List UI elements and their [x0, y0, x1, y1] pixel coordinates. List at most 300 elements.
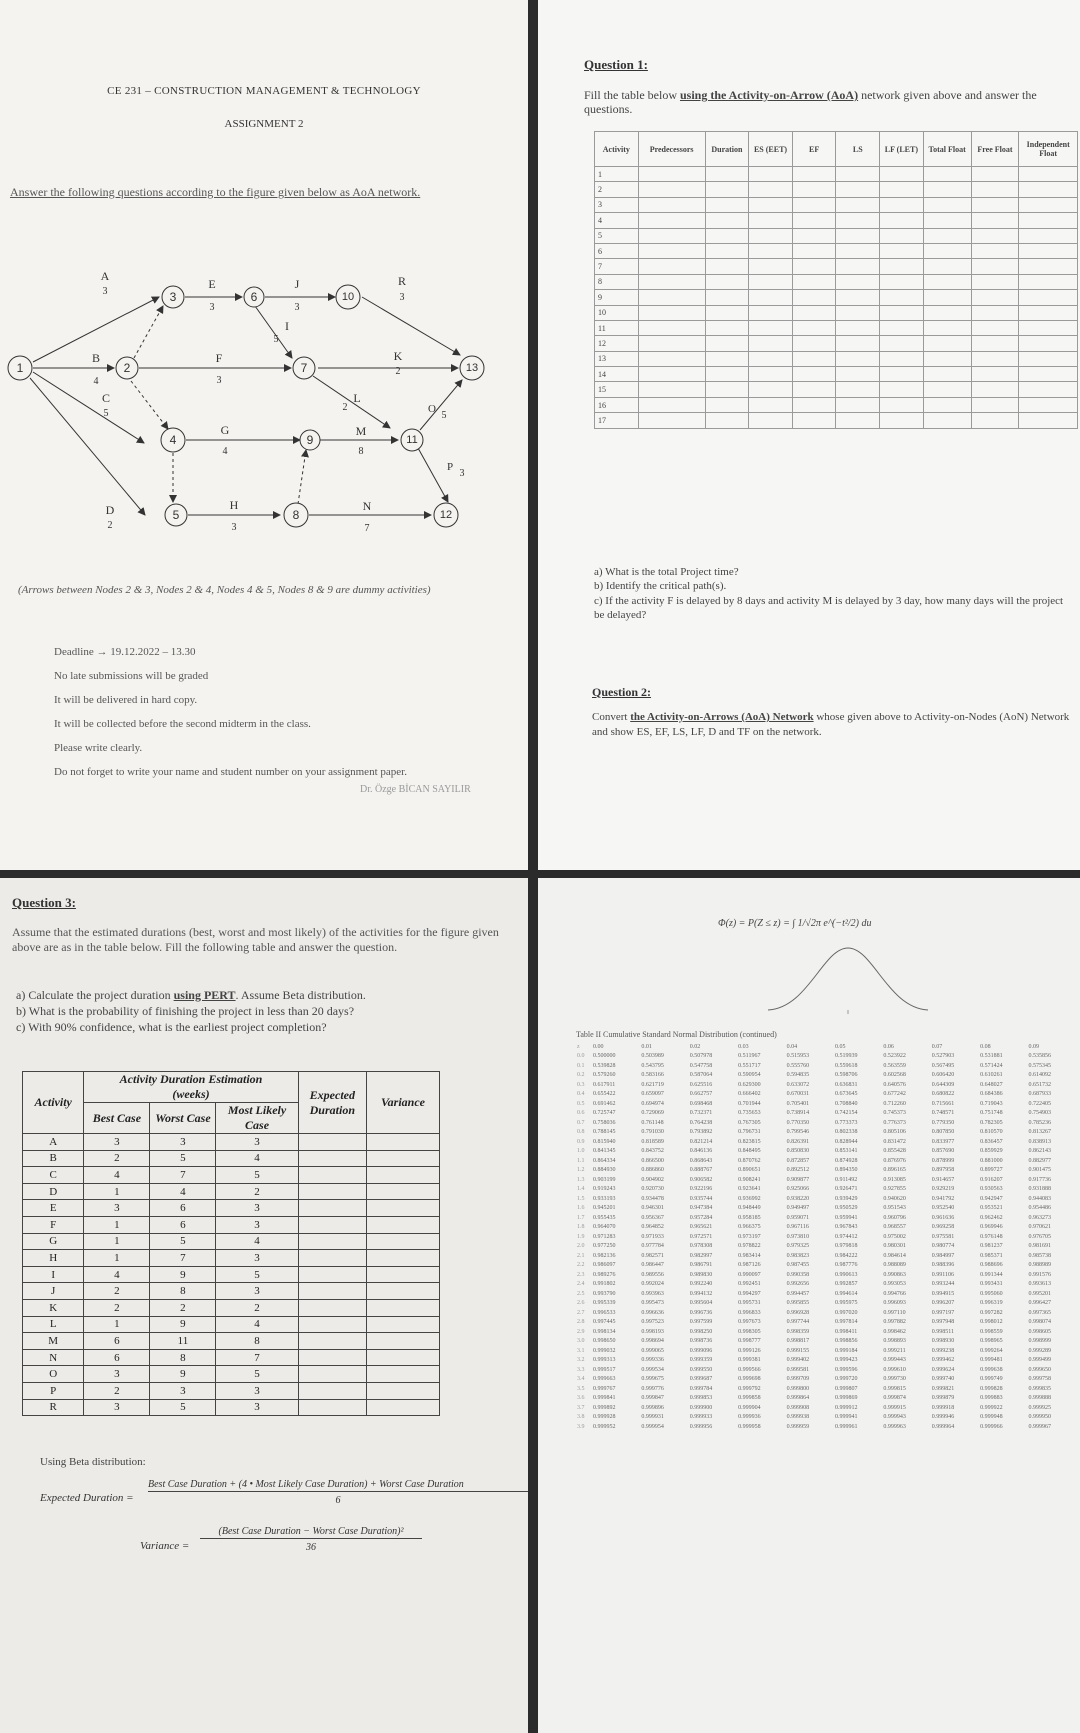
probability-value: 0.575345 [1028, 1062, 1052, 1069]
probability-value: 0.999963 [883, 1423, 906, 1430]
aoa-table-row [595, 336, 1078, 351]
aoa-cell[interactable] [792, 243, 836, 258]
question-3c: c) With 90% confidence, what is the earliest project completion? [16, 1020, 327, 1034]
aoa-cell[interactable] [880, 290, 924, 305]
probability-value: 0.981691 [1028, 1243, 1052, 1250]
aoa-cell[interactable] [880, 259, 924, 274]
aoa-cell[interactable] [836, 213, 880, 228]
aoa-cell[interactable] [638, 413, 705, 428]
probability-value: 0.999749 [980, 1376, 1003, 1383]
probability-value: 0.997599 [689, 1319, 713, 1326]
pert-expected-cell[interactable] [298, 1316, 366, 1333]
aoa-cell[interactable] [971, 228, 1019, 243]
aoa-cell[interactable] [705, 167, 749, 182]
aoa-cell[interactable] [749, 197, 793, 212]
aoa-cell[interactable] [638, 167, 705, 182]
col-duration: Duration [705, 132, 749, 167]
aoa-cell[interactable] [792, 397, 836, 412]
probability-value: 0.997673 [738, 1319, 761, 1326]
aoa-cell[interactable] [792, 167, 836, 182]
aoa-cell[interactable] [923, 182, 971, 197]
pert-variance-cell[interactable] [366, 1283, 439, 1300]
aoa-cell[interactable] [705, 413, 749, 428]
assignment-page-1 [0, 0, 528, 870]
z-value: 2.9 [577, 1328, 585, 1335]
aoa-cell[interactable] [1019, 382, 1078, 397]
aoa-cell[interactable] [1019, 243, 1078, 258]
probability-value: 0.999550 [689, 1366, 713, 1373]
probability-value: 0.908241 [738, 1176, 761, 1183]
aoa-cell[interactable] [792, 305, 836, 320]
aoa-cell[interactable] [705, 397, 749, 412]
aoa-cell[interactable] [923, 213, 971, 228]
probability-value: 0.942947 [980, 1195, 1003, 1202]
probability-value: 0.992240 [689, 1281, 713, 1288]
probability-value: 0.959071 [786, 1214, 810, 1221]
aoa-cell[interactable] [705, 197, 749, 212]
pert-variance-cell[interactable] [366, 1382, 439, 1399]
pert-expected-cell[interactable] [298, 1382, 366, 1399]
probability-value: 0.998817 [786, 1338, 810, 1345]
probability-value: 0.694974 [641, 1100, 664, 1107]
probability-value: 0.999698 [738, 1376, 761, 1383]
aoa-cell[interactable] [705, 290, 749, 305]
aoa-cell[interactable] [971, 367, 1019, 382]
aoa-cell[interactable] [923, 197, 971, 212]
aoa-cell[interactable] [705, 336, 749, 351]
aoa-fill-table [594, 131, 1078, 429]
aoa-cell[interactable] [638, 259, 705, 274]
aoa-cell[interactable] [923, 290, 971, 305]
probability-value: 0.933193 [593, 1195, 616, 1202]
probability-value: 0.511967 [738, 1053, 761, 1060]
aoa-cell[interactable] [705, 382, 749, 397]
aoa-table-row [595, 197, 1078, 212]
aoa-cell[interactable] [923, 367, 971, 382]
aoa-cell[interactable] [792, 182, 836, 197]
aoa-cell[interactable] [792, 197, 836, 212]
aoa-cell[interactable] [836, 382, 880, 397]
aoa-cell[interactable] [792, 413, 836, 428]
aoa-cell[interactable] [836, 290, 880, 305]
pert-expected-cell[interactable] [298, 1183, 366, 1200]
pert-variance-cell[interactable] [366, 1216, 439, 1233]
aoa-cell[interactable] [705, 228, 749, 243]
aoa-cell[interactable] [749, 320, 793, 335]
pert-variance-cell[interactable] [366, 1134, 439, 1151]
aoa-cell[interactable] [749, 274, 793, 289]
pert-expected-cell[interactable] [298, 1283, 366, 1300]
aoa-cell[interactable] [836, 228, 880, 243]
aoa-cell[interactable] [749, 382, 793, 397]
aoa-cell[interactable] [1019, 351, 1078, 366]
aoa-cell[interactable] [749, 413, 793, 428]
aoa-cell[interactable] [836, 182, 880, 197]
probability-value: 0.881000 [980, 1157, 1003, 1164]
aoa-cell[interactable] [971, 320, 1019, 335]
aoa-cell[interactable] [880, 213, 924, 228]
z-value: 1.1 [577, 1157, 585, 1164]
aoa-cell[interactable] [923, 228, 971, 243]
aoa-cell[interactable] [1019, 320, 1078, 335]
aoa-cell[interactable] [923, 320, 971, 335]
probability-value: 0.999096 [689, 1347, 713, 1354]
pert-variance-cell[interactable] [366, 1366, 439, 1383]
aoa-cell[interactable] [1019, 290, 1078, 305]
aoa-cell[interactable] [1019, 367, 1078, 382]
aoa-cell[interactable] [880, 197, 924, 212]
aoa-cell[interactable] [971, 182, 1019, 197]
pert-variance-cell[interactable] [366, 1316, 439, 1333]
aoa-table-row [595, 182, 1078, 197]
aoa-cell[interactable] [1019, 336, 1078, 351]
aoa-cell[interactable] [705, 274, 749, 289]
aoa-row-number: 8 [595, 274, 639, 289]
probability-value: 0.998965 [980, 1338, 1003, 1345]
name-number-note: Do not forget to write your name and student number on your assignment paper. [54, 766, 407, 778]
pert-expected-cell[interactable] [298, 1216, 366, 1233]
arrow-l [313, 376, 390, 428]
aoa-table-row [595, 213, 1078, 228]
pert-col-likely: Most Likely Case [216, 1103, 298, 1134]
aoa-cell[interactable] [638, 243, 705, 258]
aoa-table-body [595, 167, 1078, 429]
activity-g-duration: 4 [222, 446, 228, 457]
aoa-cell[interactable] [923, 259, 971, 274]
probability-value: 0.975581 [931, 1233, 955, 1240]
aoa-cell[interactable] [749, 182, 793, 197]
aoa-cell[interactable] [792, 290, 836, 305]
probability-value: 0.999943 [883, 1414, 906, 1421]
probability-value: 0.874928 [834, 1157, 858, 1164]
aoa-cell[interactable] [923, 382, 971, 397]
aoa-row-number: 10 [595, 305, 639, 320]
aoa-cell[interactable] [705, 243, 749, 258]
probability-value: 0.999776 [641, 1385, 664, 1392]
aoa-cell[interactable] [705, 305, 749, 320]
aoa-cell[interactable] [1019, 182, 1078, 197]
aoa-cell[interactable] [749, 243, 793, 258]
aoa-cell[interactable] [792, 228, 836, 243]
aoa-cell[interactable] [749, 228, 793, 243]
probability-value: 0.633072 [786, 1081, 810, 1088]
aoa-cell[interactable] [836, 274, 880, 289]
aoa-cell[interactable] [836, 320, 880, 335]
aoa-cell[interactable] [880, 382, 924, 397]
aoa-cell[interactable] [749, 290, 793, 305]
aoa-cell[interactable] [880, 413, 924, 428]
pert-activity: M [23, 1333, 84, 1350]
col-independent-float: Independent Float [1019, 132, 1078, 167]
aoa-cell[interactable] [880, 336, 924, 351]
activity-i-duration: 5 [273, 334, 279, 345]
probability-value: 0.999879 [931, 1395, 955, 1402]
aoa-cell[interactable] [792, 382, 836, 397]
aoa-cell[interactable] [971, 243, 1019, 258]
probability-value: 0.998134 [593, 1328, 616, 1335]
probability-value: 0.821214 [689, 1138, 713, 1145]
aoa-cell[interactable] [705, 182, 749, 197]
aoa-cell[interactable] [792, 259, 836, 274]
aoa-cell[interactable] [638, 351, 705, 366]
pert-best: 6 [84, 1349, 150, 1366]
probability-value: 0.999596 [834, 1366, 858, 1373]
aoa-cell[interactable] [749, 213, 793, 228]
aoa-cell[interactable] [923, 305, 971, 320]
pert-variance-cell[interactable] [366, 1183, 439, 1200]
normal-table-row [576, 1080, 1076, 1090]
pert-activity: K [23, 1299, 84, 1316]
pert-expected-cell[interactable] [298, 1134, 366, 1151]
probability-value: 0.964852 [641, 1224, 664, 1231]
aoa-cell[interactable] [923, 351, 971, 366]
pert-variance-cell[interactable] [366, 1167, 439, 1184]
probability-value: 0.972571 [689, 1233, 713, 1240]
probability-value: 0.971283 [593, 1233, 616, 1240]
probability-value: 0.559618 [834, 1062, 858, 1069]
pert-expected-cell[interactable] [298, 1266, 366, 1283]
probability-value: 0.531881 [980, 1053, 1003, 1060]
aoa-cell[interactable] [836, 243, 880, 258]
z-value: 3.8 [577, 1414, 585, 1421]
aoa-cell[interactable] [638, 336, 705, 351]
aoa-cell[interactable] [638, 397, 705, 412]
aoa-cell[interactable] [923, 413, 971, 428]
aoa-cell[interactable] [880, 320, 924, 335]
aoa-cell[interactable] [971, 336, 1019, 351]
aoa-cell[interactable] [1019, 274, 1078, 289]
aoa-cell[interactable] [971, 413, 1019, 428]
probability-value: 0.859929 [980, 1148, 1003, 1155]
aoa-cell[interactable] [705, 259, 749, 274]
aoa-cell[interactable] [1019, 167, 1078, 182]
aoa-cell[interactable] [638, 274, 705, 289]
probability-value: 0.831472 [883, 1138, 906, 1145]
aoa-cell[interactable] [971, 259, 1019, 274]
aoa-cell[interactable] [638, 305, 705, 320]
probability-value: 0.999828 [980, 1385, 1003, 1392]
probability-value: 0.954486 [1028, 1205, 1052, 1212]
aoa-cell[interactable] [638, 290, 705, 305]
aoa-cell[interactable] [923, 167, 971, 182]
activity-i-name: I [285, 319, 289, 333]
aoa-cell[interactable] [971, 290, 1019, 305]
aoa-cell[interactable] [1019, 259, 1078, 274]
aoa-cell[interactable] [836, 336, 880, 351]
aoa-cell[interactable] [792, 213, 836, 228]
aoa-cell[interactable] [880, 243, 924, 258]
aoa-cell[interactable] [638, 213, 705, 228]
aoa-cell[interactable] [638, 197, 705, 212]
aoa-cell[interactable] [1019, 397, 1078, 412]
probability-value: 0.916207 [980, 1176, 1003, 1183]
expected-duration-denominator: 6 [335, 1495, 341, 1506]
aoa-cell[interactable] [792, 336, 836, 351]
aoa-cell[interactable] [792, 274, 836, 289]
z-value: 1.5 [577, 1195, 585, 1202]
pert-expected-cell[interactable] [298, 1200, 366, 1217]
z-value: 0.5 [577, 1100, 585, 1107]
pert-worst: 5 [150, 1150, 216, 1167]
probability-value: 0.999956 [689, 1423, 713, 1430]
pert-likely: 4 [216, 1150, 298, 1167]
z-value: 3.6 [577, 1395, 585, 1402]
pert-variance-cell[interactable] [366, 1266, 439, 1283]
probability-value: 0.788145 [593, 1129, 616, 1136]
aoa-cell[interactable] [1019, 413, 1078, 428]
aoa-cell[interactable] [638, 320, 705, 335]
aoa-cell[interactable] [1019, 213, 1078, 228]
pert-worst: 11 [150, 1333, 216, 1350]
pert-variance-cell[interactable] [366, 1233, 439, 1250]
probability-value: 0.719043 [980, 1100, 1003, 1107]
pert-activity: D [23, 1183, 84, 1200]
probability-value: 0.999481 [980, 1357, 1003, 1364]
probability-value: 0.999720 [834, 1376, 858, 1383]
aoa-cell[interactable] [923, 274, 971, 289]
aoa-cell[interactable] [1019, 228, 1078, 243]
aoa-cell[interactable] [836, 167, 880, 182]
pert-expected-cell[interactable] [298, 1150, 366, 1167]
pert-variance-cell[interactable] [366, 1150, 439, 1167]
probability-value: 0.978308 [689, 1243, 713, 1250]
pert-variance-cell[interactable] [366, 1200, 439, 1217]
pert-expected-cell[interactable] [298, 1250, 366, 1267]
aoa-cell[interactable] [880, 367, 924, 382]
probability-value: 0.662757 [689, 1091, 713, 1098]
aoa-cell[interactable] [749, 336, 793, 351]
z-value: 2.3 [577, 1271, 585, 1278]
aoa-cell[interactable] [1019, 197, 1078, 212]
probability-value: 0.773373 [834, 1119, 858, 1126]
aoa-cell[interactable] [836, 351, 880, 366]
probability-value: 0.998411 [834, 1328, 858, 1335]
pert-best: 2 [84, 1299, 150, 1316]
aoa-cell[interactable] [638, 228, 705, 243]
aoa-cell[interactable] [971, 382, 1019, 397]
pert-expected-cell[interactable] [298, 1299, 366, 1316]
pert-variance-cell[interactable] [366, 1250, 439, 1267]
aoa-cell[interactable] [971, 213, 1019, 228]
probability-value: 0.729069 [641, 1110, 664, 1117]
node-6-label: 6 [250, 290, 258, 304]
pert-expected-cell[interactable] [298, 1349, 366, 1366]
question-2-text [592, 710, 1074, 740]
aoa-cell[interactable] [880, 274, 924, 289]
variance-denominator: 36 [306, 1542, 316, 1553]
pert-variance-cell[interactable] [366, 1349, 439, 1366]
z-value: 3.7 [577, 1404, 585, 1411]
aoa-cell[interactable] [705, 367, 749, 382]
aoa-cell[interactable] [749, 305, 793, 320]
aoa-cell[interactable] [749, 167, 793, 182]
aoa-cell[interactable] [749, 367, 793, 382]
pert-expected-cell[interactable] [298, 1233, 366, 1250]
aoa-cell[interactable] [880, 167, 924, 182]
aoa-cell[interactable] [971, 351, 1019, 366]
normal-table-row [576, 1118, 1076, 1128]
aoa-cell[interactable] [880, 228, 924, 243]
normal-table-row [576, 1346, 1076, 1356]
probability-value: 0.543795 [641, 1062, 664, 1069]
aoa-cell[interactable] [836, 259, 880, 274]
probability-value: 0.979818 [834, 1243, 858, 1250]
pert-variance-cell[interactable] [366, 1299, 439, 1316]
aoa-cell[interactable] [880, 351, 924, 366]
pert-expected-cell[interactable] [298, 1167, 366, 1184]
pert-expected-cell[interactable] [298, 1333, 366, 1350]
aoa-cell[interactable] [971, 305, 1019, 320]
aoa-cell[interactable] [923, 336, 971, 351]
aoa-cell[interactable] [705, 213, 749, 228]
aoa-cell[interactable] [836, 367, 880, 382]
pert-expected-cell[interactable] [298, 1366, 366, 1383]
aoa-cell[interactable] [836, 413, 880, 428]
aoa-cell[interactable] [638, 367, 705, 382]
probability-value: 0.998605 [1028, 1328, 1052, 1335]
pert-activity: G [23, 1233, 84, 1250]
pert-variance-cell[interactable] [366, 1333, 439, 1350]
aoa-cell[interactable] [880, 397, 924, 412]
pert-expected-cell[interactable] [298, 1399, 366, 1416]
probability-value: 0.999815 [883, 1385, 906, 1392]
aoa-cell[interactable] [971, 274, 1019, 289]
probability-value: 0.999918 [931, 1404, 955, 1411]
aoa-cell[interactable] [1019, 305, 1078, 320]
aoa-cell[interactable] [792, 367, 836, 382]
probability-value: 0.999954 [641, 1423, 664, 1430]
probability-value: 0.993613 [1028, 1281, 1052, 1288]
probability-value: 0.764238 [689, 1119, 713, 1126]
aoa-cell[interactable] [880, 305, 924, 320]
aoa-cell[interactable] [836, 197, 880, 212]
normal-table-row [576, 1166, 1076, 1176]
probability-value: 0.980774 [931, 1243, 955, 1250]
probability-value: 0.878999 [931, 1157, 955, 1164]
aoa-row-number: 4 [595, 213, 639, 228]
aoa-cell[interactable] [638, 182, 705, 197]
aoa-cell[interactable] [971, 197, 1019, 212]
aoa-cell[interactable] [749, 259, 793, 274]
aoa-cell[interactable] [792, 351, 836, 366]
probability-value: 0.846136 [689, 1148, 713, 1155]
pert-activity: N [23, 1349, 84, 1366]
aoa-cell[interactable] [971, 167, 1019, 182]
aoa-cell[interactable] [923, 397, 971, 412]
aoa-cell[interactable] [836, 305, 880, 320]
probability-value: 0.990613 [834, 1271, 858, 1278]
probability-value: 0.999238 [931, 1347, 955, 1354]
pert-variance-cell[interactable] [366, 1399, 439, 1416]
aoa-cell[interactable] [749, 351, 793, 366]
aoa-cell[interactable] [749, 397, 793, 412]
aoa-table-row [595, 413, 1078, 428]
activity-p-duration: 3 [459, 468, 465, 479]
aoa-cell[interactable] [923, 243, 971, 258]
activity-c-name: C [101, 391, 111, 405]
aoa-cell[interactable] [836, 397, 880, 412]
aoa-cell[interactable] [971, 397, 1019, 412]
dummy-2-4 [131, 381, 168, 429]
probability-value: 0.967843 [834, 1224, 858, 1231]
probability-value: 0.984997 [931, 1252, 955, 1259]
col-free-float: Free Float [971, 132, 1019, 167]
aoa-cell[interactable] [792, 320, 836, 335]
aoa-cell[interactable] [705, 351, 749, 366]
aoa-cell[interactable] [638, 382, 705, 397]
aoa-cell[interactable] [880, 182, 924, 197]
aoa-cell[interactable] [705, 320, 749, 335]
